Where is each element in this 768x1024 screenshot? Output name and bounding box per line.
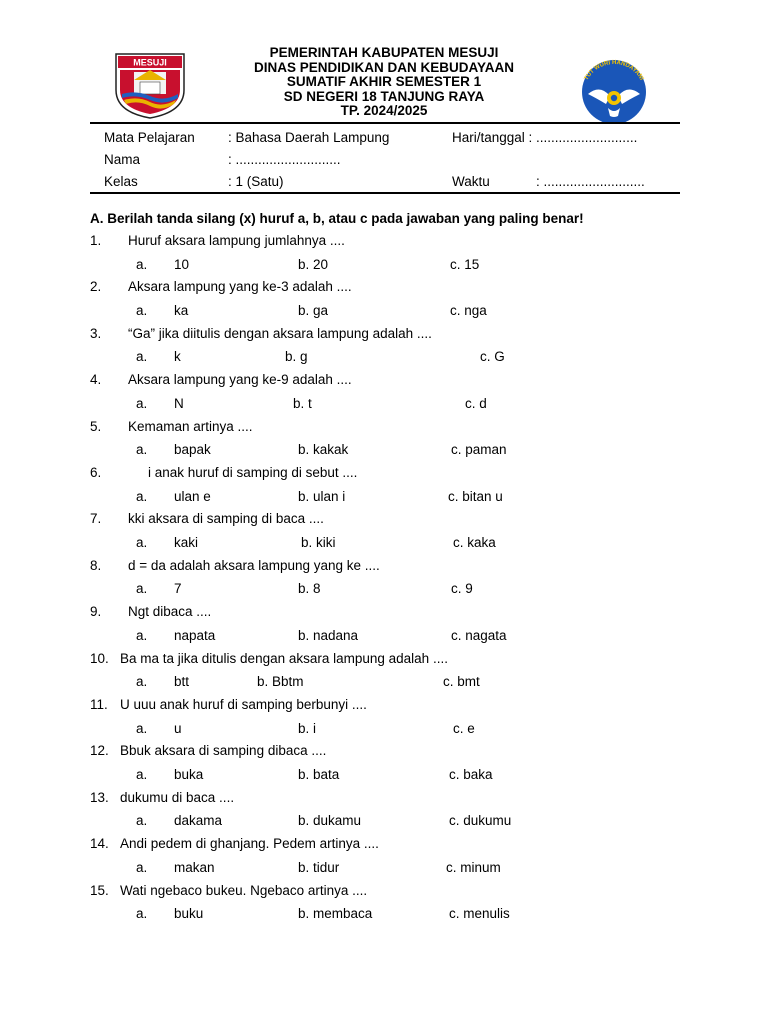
question-text: “Ga” jika diitulis dengan aksara lampung adalah .... [128, 325, 432, 341]
option-a-letter: a. [136, 256, 148, 272]
mesuji-crest-logo [112, 50, 188, 120]
option-b[interactable]: b. g [285, 349, 308, 365]
option-a-text: ka [174, 302, 189, 318]
option-a-letter: a. [136, 442, 148, 458]
option-a-text: napata [174, 627, 216, 643]
question-number: 13. [90, 789, 109, 805]
identity-value-subject: : Bahasa Daerah Lampung [228, 130, 390, 145]
option-c[interactable]: c. 9 [451, 581, 473, 597]
question-text: U uuu anak huruf di samping berbunyi .... [120, 697, 367, 712]
option-a-letter: a. [136, 859, 148, 875]
question-text: i anak huruf di samping di sebut .... [148, 465, 358, 480]
option-a-letter: a. [136, 674, 148, 690]
option-b[interactable]: b. i [298, 720, 317, 736]
question-text: kki aksara di samping di baca .... [128, 511, 324, 527]
identity-label-name: Nama [104, 152, 141, 167]
question-text: d = da adalah aksara lampung yang ke .... [128, 557, 380, 573]
identity-value-name: : ............................ [228, 152, 341, 167]
identity-value-time: : ........................... [536, 174, 645, 189]
identity-label-class: Kelas [104, 174, 138, 189]
option-b[interactable]: b. kiki [301, 534, 336, 550]
option-a-letter: a. [136, 906, 148, 922]
letterhead-line-3: SUMATIF AKHIR SEMESTER 1 [286, 74, 482, 90]
option-c[interactable]: c. e [453, 720, 475, 736]
option-c[interactable]: c. minum [446, 859, 501, 875]
question-number: 2. [90, 279, 102, 295]
question-number: 12. [90, 743, 109, 759]
option-b[interactable]: b. kakak [298, 442, 349, 458]
option-c[interactable]: c. d [465, 395, 487, 411]
option-c[interactable]: c. nagata [451, 627, 507, 643]
option-c[interactable]: c. menulis [449, 906, 510, 922]
letterhead-line-1: PEMERINTAH KABUPATEN MESUJI [269, 45, 499, 60]
question-number: 14. [90, 836, 109, 852]
question-text: Ba ma ta jika ditulis dengan aksara lampung adalah .... [120, 650, 448, 666]
identity-label-time: Waktu [452, 174, 490, 189]
question-number: 4. [90, 372, 102, 388]
option-a-letter: a. [136, 581, 148, 597]
option-c[interactable]: c. G [480, 349, 505, 365]
question-number: 15. [90, 882, 109, 898]
identity-row-class [104, 174, 674, 194]
option-a-text: 10 [174, 256, 190, 272]
question-text: Kemaman artinya .... [128, 418, 253, 434]
option-a-text: buku [174, 906, 204, 922]
question-text: Aksara lampung yang ke-3 adalah .... [128, 279, 352, 295]
identity-row-name [104, 152, 674, 172]
option-b[interactable]: b. ga [298, 302, 329, 318]
option-c[interactable]: c. dukumu [449, 813, 512, 829]
option-b[interactable]: b. dukamu [298, 813, 362, 829]
option-a-letter: a. [136, 720, 148, 736]
question-number: 11. [90, 697, 108, 712]
option-a-letter: a. [136, 813, 148, 829]
option-a-letter: a. [136, 349, 148, 365]
option-b[interactable]: b. nadana [298, 627, 359, 643]
option-a-letter: a. [136, 766, 148, 782]
logo-motto-text: TUT WURI HANDAYANI [583, 59, 645, 82]
option-b[interactable]: b. membaca [298, 906, 373, 922]
option-b[interactable]: b. t [293, 395, 312, 411]
option-b[interactable]: b. bata [298, 766, 340, 782]
question-text: Andi pedem di ghanjang. Pedem artinya .... [120, 836, 379, 852]
header-rule-bottom [90, 192, 680, 194]
question-number: 10. [90, 650, 109, 666]
option-a-text: 7 [174, 581, 182, 597]
option-a-text: buka [174, 766, 204, 782]
question-text: dukumu di baca .... [120, 789, 235, 805]
question-number: 8. [90, 557, 102, 573]
option-b[interactable]: b. 20 [298, 256, 329, 272]
question-text: Wati ngebaco bukeu. Ngebaco artinya .... [120, 882, 368, 898]
option-a-text: dakama [174, 813, 223, 829]
header-rule-top [90, 122, 680, 124]
option-a-text: N [174, 395, 184, 411]
letterhead [200, 46, 568, 119]
option-a-text: makan [174, 859, 215, 875]
option-a-text: bapak [174, 442, 211, 458]
question-number: 3. [90, 325, 102, 341]
option-a-letter: a. [136, 627, 148, 643]
option-b[interactable]: b. Bbtm [257, 674, 304, 690]
question-text: Bbuk aksara di samping dibaca .... [120, 743, 327, 759]
question-text: Huruf aksara lampung jumlahnya .... [128, 233, 345, 248]
section-instruction: A. Berilah tanda silang (x) huruf a, b, atau c pada jawaban yang paling benar! [90, 211, 584, 226]
option-b[interactable]: b. tidur [298, 859, 340, 875]
letterhead-line-2: DINAS PENDIDIKAN DAN KEBUDAYAAN [253, 59, 515, 75]
question-number: 6. [90, 465, 102, 480]
option-a-letter: a. [136, 395, 148, 411]
option-c[interactable]: c. bmt [443, 674, 480, 690]
letterhead-line-4: SD NEGERI 18 TANJUNG RAYA [283, 88, 485, 104]
option-c[interactable]: c. nga [450, 302, 487, 318]
option-a-text: ulan e [174, 488, 211, 504]
identity-label-subject: Mata Pelajaran [104, 130, 195, 145]
option-a-text: kaki [174, 534, 199, 550]
option-a-text: k [174, 349, 181, 365]
option-a-text: u [174, 720, 182, 736]
option-c[interactable]: c. 15 [450, 256, 480, 272]
identity-label-date: Hari/tanggal : ........................... [452, 130, 638, 145]
question-number: 1. [90, 233, 102, 248]
letterhead-line-5: TP. 2024/2025 [340, 103, 428, 119]
option-c[interactable]: c. paman [451, 442, 507, 458]
tut-wuri-handayani-logo [570, 54, 658, 126]
option-c[interactable]: c. baka [449, 766, 493, 782]
option-a-text: btt [174, 674, 190, 690]
option-a-letter: a. [136, 534, 148, 550]
question-number: 5. [90, 418, 102, 434]
option-c[interactable]: c. kaka [453, 534, 496, 550]
question-text: Ngt dibaca .... [128, 604, 212, 620]
option-b[interactable]: b. ulan i [298, 488, 346, 504]
option-a-letter: a. [136, 488, 148, 504]
question-number: 7. [90, 511, 102, 527]
option-b[interactable]: b. 8 [298, 581, 321, 597]
identity-row-subject [104, 130, 674, 150]
crest-banner-text: MESUJI [133, 57, 167, 68]
option-c[interactable]: c. bitan u [448, 488, 503, 504]
question-number: 9. [90, 604, 102, 620]
question-text: Aksara lampung yang ke-9 adalah .... [128, 372, 352, 388]
identity-value-class: : 1 (Satu) [228, 174, 284, 189]
option-a-letter: a. [136, 302, 148, 318]
